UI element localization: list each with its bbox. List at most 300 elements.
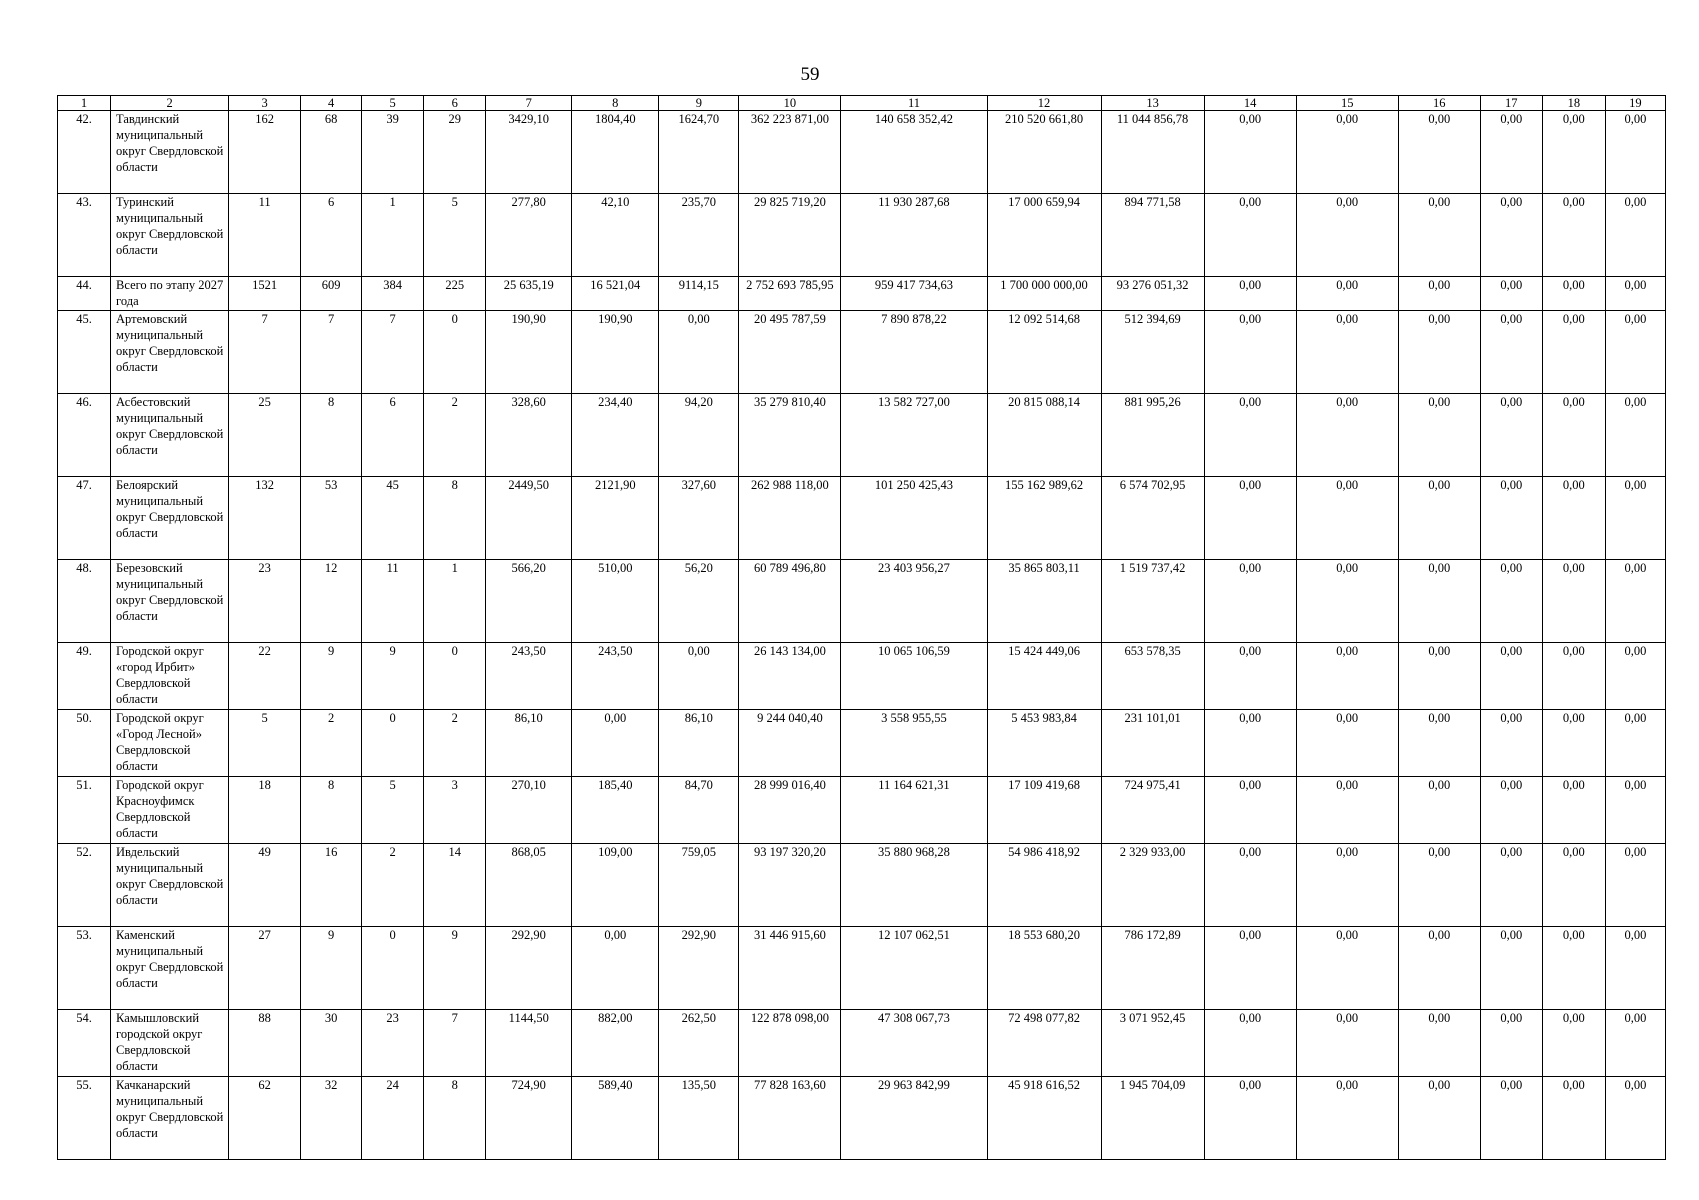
value-cell-col-17: 0,00 bbox=[1480, 1010, 1542, 1077]
municipality-name: Ивдельский муниципальный округ Свердловской области bbox=[111, 844, 229, 927]
value-cell-col-4: 16 bbox=[301, 844, 362, 927]
page-number: 59 bbox=[800, 64, 820, 85]
value-cell-col-3: 1521 bbox=[229, 277, 301, 311]
value-cell-col-6: 14 bbox=[424, 844, 486, 927]
value-cell-col-6: 9 bbox=[424, 927, 486, 1010]
column-number-header: 17 bbox=[1480, 96, 1542, 111]
table-body bbox=[58, 96, 1666, 1160]
value-cell-col-19: 0,00 bbox=[1605, 927, 1665, 1010]
value-cell-col-18: 0,00 bbox=[1542, 710, 1605, 777]
value-cell-col-15: 0,00 bbox=[1296, 311, 1398, 394]
value-cell-col-12: 18 553 680,20 bbox=[987, 927, 1101, 1010]
column-number-header: 8 bbox=[572, 96, 659, 111]
value-cell-col-5: 5 bbox=[362, 777, 424, 844]
table-row bbox=[58, 111, 1666, 194]
value-cell-col-6: 8 bbox=[424, 477, 486, 560]
municipality-name: Городской округ «город Ирбит» Свердловской области bbox=[111, 643, 229, 710]
value-cell-col-18: 0,00 bbox=[1542, 277, 1605, 311]
value-cell-col-13: 3 071 952,45 bbox=[1101, 1010, 1204, 1077]
value-cell-col-13: 1 519 737,42 bbox=[1101, 560, 1204, 643]
value-cell-col-12: 210 520 661,80 bbox=[987, 111, 1101, 194]
table-row bbox=[58, 710, 1666, 777]
value-cell-col-11: 11 164 621,31 bbox=[841, 777, 987, 844]
value-cell-col-9: 327,60 bbox=[659, 477, 739, 560]
value-cell-col-18: 0,00 bbox=[1542, 560, 1605, 643]
value-cell-col-9: 1624,70 bbox=[659, 111, 739, 194]
value-cell-col-15: 0,00 bbox=[1296, 394, 1398, 477]
value-cell-col-11: 13 582 727,00 bbox=[841, 394, 987, 477]
value-cell-col-19: 0,00 bbox=[1605, 844, 1665, 927]
column-number-header: 7 bbox=[486, 96, 572, 111]
municipality-name: Всего по этапу 2027 года bbox=[111, 277, 229, 311]
value-cell-col-3: 18 bbox=[229, 777, 301, 844]
row-number: 43. bbox=[58, 194, 111, 277]
value-cell-col-8: 510,00 bbox=[572, 560, 659, 643]
value-cell-col-17: 0,00 bbox=[1480, 111, 1542, 194]
table-row bbox=[58, 477, 1666, 560]
value-cell-col-12: 155 162 989,62 bbox=[987, 477, 1101, 560]
value-cell-col-18: 0,00 bbox=[1542, 111, 1605, 194]
value-cell-col-6: 5 bbox=[424, 194, 486, 277]
value-cell-col-17: 0,00 bbox=[1480, 394, 1542, 477]
value-cell-col-12: 72 498 077,82 bbox=[987, 1010, 1101, 1077]
table-row bbox=[58, 194, 1666, 277]
value-cell-col-8: 109,00 bbox=[572, 844, 659, 927]
value-cell-col-3: 49 bbox=[229, 844, 301, 927]
value-cell-col-6: 2 bbox=[424, 394, 486, 477]
value-cell-col-7: 270,10 bbox=[486, 777, 572, 844]
value-cell-col-16: 0,00 bbox=[1398, 194, 1480, 277]
value-cell-col-13: 512 394,69 bbox=[1101, 311, 1204, 394]
value-cell-col-3: 7 bbox=[229, 311, 301, 394]
column-number-header: 3 bbox=[229, 96, 301, 111]
row-number: 52. bbox=[58, 844, 111, 927]
value-cell-col-19: 0,00 bbox=[1605, 194, 1665, 277]
value-cell-col-4: 6 bbox=[301, 194, 362, 277]
value-cell-col-8: 234,40 bbox=[572, 394, 659, 477]
table-row bbox=[58, 927, 1666, 1010]
value-cell-col-8: 16 521,04 bbox=[572, 277, 659, 311]
column-number-header: 18 bbox=[1542, 96, 1605, 111]
value-cell-col-19: 0,00 bbox=[1605, 311, 1665, 394]
value-cell-col-19: 0,00 bbox=[1605, 277, 1665, 311]
value-cell-col-9: 0,00 bbox=[659, 311, 739, 394]
row-number: 42. bbox=[58, 111, 111, 194]
column-number-header: 2 bbox=[111, 96, 229, 111]
value-cell-col-12: 5 453 983,84 bbox=[987, 710, 1101, 777]
table-row bbox=[58, 277, 1666, 311]
table-row bbox=[58, 1077, 1666, 1160]
value-cell-col-14: 0,00 bbox=[1204, 710, 1296, 777]
value-cell-col-17: 0,00 bbox=[1480, 194, 1542, 277]
column-number-header: 11 bbox=[841, 96, 987, 111]
value-cell-col-17: 0,00 bbox=[1480, 1077, 1542, 1160]
municipality-name: Камышловский городской округ Свердловской области bbox=[111, 1010, 229, 1077]
value-cell-col-18: 0,00 bbox=[1542, 311, 1605, 394]
value-cell-col-10: 31 446 915,60 bbox=[739, 927, 841, 1010]
value-cell-col-8: 0,00 bbox=[572, 710, 659, 777]
value-cell-col-17: 0,00 bbox=[1480, 311, 1542, 394]
value-cell-col-9: 235,70 bbox=[659, 194, 739, 277]
table-row bbox=[58, 1010, 1666, 1077]
value-cell-col-16: 0,00 bbox=[1398, 477, 1480, 560]
value-cell-col-6: 3 bbox=[424, 777, 486, 844]
value-cell-col-16: 0,00 bbox=[1398, 1077, 1480, 1160]
value-cell-col-4: 30 bbox=[301, 1010, 362, 1077]
value-cell-col-10: 77 828 163,60 bbox=[739, 1077, 841, 1160]
value-cell-col-16: 0,00 bbox=[1398, 111, 1480, 194]
value-cell-col-14: 0,00 bbox=[1204, 277, 1296, 311]
value-cell-col-10: 35 279 810,40 bbox=[739, 394, 841, 477]
value-cell-col-19: 0,00 bbox=[1605, 643, 1665, 710]
value-cell-col-7: 868,05 bbox=[486, 844, 572, 927]
row-number: 44. bbox=[58, 277, 111, 311]
value-cell-col-9: 56,20 bbox=[659, 560, 739, 643]
value-cell-col-3: 62 bbox=[229, 1077, 301, 1160]
value-cell-col-5: 0 bbox=[362, 927, 424, 1010]
value-cell-col-7: 724,90 bbox=[486, 1077, 572, 1160]
value-cell-col-14: 0,00 bbox=[1204, 844, 1296, 927]
row-number: 45. bbox=[58, 311, 111, 394]
value-cell-col-10: 26 143 134,00 bbox=[739, 643, 841, 710]
value-cell-col-6: 2 bbox=[424, 710, 486, 777]
value-cell-col-14: 0,00 bbox=[1204, 927, 1296, 1010]
value-cell-col-7: 190,90 bbox=[486, 311, 572, 394]
value-cell-col-14: 0,00 bbox=[1204, 477, 1296, 560]
municipality-name: Асбестовский муниципальный округ Свердловской области bbox=[111, 394, 229, 477]
value-cell-col-14: 0,00 bbox=[1204, 194, 1296, 277]
value-cell-col-14: 0,00 bbox=[1204, 777, 1296, 844]
column-number-header: 9 bbox=[659, 96, 739, 111]
value-cell-col-13: 93 276 051,32 bbox=[1101, 277, 1204, 311]
value-cell-col-10: 2 752 693 785,95 bbox=[739, 277, 841, 311]
value-cell-col-18: 0,00 bbox=[1542, 1077, 1605, 1160]
value-cell-col-19: 0,00 bbox=[1605, 777, 1665, 844]
value-cell-col-19: 0,00 bbox=[1605, 477, 1665, 560]
value-cell-col-16: 0,00 bbox=[1398, 710, 1480, 777]
value-cell-col-7: 86,10 bbox=[486, 710, 572, 777]
value-cell-col-10: 362 223 871,00 bbox=[739, 111, 841, 194]
value-cell-col-11: 12 107 062,51 bbox=[841, 927, 987, 1010]
value-cell-col-7: 292,90 bbox=[486, 927, 572, 1010]
value-cell-col-3: 162 bbox=[229, 111, 301, 194]
value-cell-col-17: 0,00 bbox=[1480, 477, 1542, 560]
value-cell-col-11: 11 930 287,68 bbox=[841, 194, 987, 277]
value-cell-col-6: 0 bbox=[424, 643, 486, 710]
value-cell-col-11: 35 880 968,28 bbox=[841, 844, 987, 927]
value-cell-col-17: 0,00 bbox=[1480, 927, 1542, 1010]
value-cell-col-13: 881 995,26 bbox=[1101, 394, 1204, 477]
value-cell-col-5: 9 bbox=[362, 643, 424, 710]
value-cell-col-14: 0,00 bbox=[1204, 643, 1296, 710]
value-cell-col-18: 0,00 bbox=[1542, 643, 1605, 710]
value-cell-col-19: 0,00 bbox=[1605, 394, 1665, 477]
value-cell-col-18: 0,00 bbox=[1542, 844, 1605, 927]
value-cell-col-11: 23 403 956,27 bbox=[841, 560, 987, 643]
value-cell-col-12: 15 424 449,06 bbox=[987, 643, 1101, 710]
value-cell-col-4: 9 bbox=[301, 643, 362, 710]
value-cell-col-16: 0,00 bbox=[1398, 777, 1480, 844]
value-cell-col-4: 609 bbox=[301, 277, 362, 311]
value-cell-col-10: 122 878 098,00 bbox=[739, 1010, 841, 1077]
value-cell-col-7: 2449,50 bbox=[486, 477, 572, 560]
value-cell-col-4: 68 bbox=[301, 111, 362, 194]
value-cell-col-13: 724 975,41 bbox=[1101, 777, 1204, 844]
value-cell-col-15: 0,00 bbox=[1296, 1077, 1398, 1160]
value-cell-col-8: 190,90 bbox=[572, 311, 659, 394]
value-cell-col-18: 0,00 bbox=[1542, 777, 1605, 844]
value-cell-col-12: 35 865 803,11 bbox=[987, 560, 1101, 643]
value-cell-col-12: 20 815 088,14 bbox=[987, 394, 1101, 477]
value-cell-col-3: 132 bbox=[229, 477, 301, 560]
table-row bbox=[58, 394, 1666, 477]
value-cell-col-11: 3 558 955,55 bbox=[841, 710, 987, 777]
value-cell-col-13: 11 044 856,78 bbox=[1101, 111, 1204, 194]
value-cell-col-3: 23 bbox=[229, 560, 301, 643]
value-cell-col-8: 243,50 bbox=[572, 643, 659, 710]
value-cell-col-13: 786 172,89 bbox=[1101, 927, 1204, 1010]
value-cell-col-8: 589,40 bbox=[572, 1077, 659, 1160]
value-cell-col-7: 277,80 bbox=[486, 194, 572, 277]
value-cell-col-3: 22 bbox=[229, 643, 301, 710]
row-number: 51. bbox=[58, 777, 111, 844]
value-cell-col-5: 384 bbox=[362, 277, 424, 311]
value-cell-col-13: 894 771,58 bbox=[1101, 194, 1204, 277]
value-cell-col-3: 25 bbox=[229, 394, 301, 477]
value-cell-col-17: 0,00 bbox=[1480, 844, 1542, 927]
value-cell-col-9: 0,00 bbox=[659, 643, 739, 710]
value-cell-col-15: 0,00 bbox=[1296, 643, 1398, 710]
value-cell-col-12: 12 092 514,68 bbox=[987, 311, 1101, 394]
value-cell-col-4: 2 bbox=[301, 710, 362, 777]
value-cell-col-16: 0,00 bbox=[1398, 394, 1480, 477]
value-cell-col-12: 45 918 616,52 bbox=[987, 1077, 1101, 1160]
value-cell-col-18: 0,00 bbox=[1542, 194, 1605, 277]
value-cell-col-13: 653 578,35 bbox=[1101, 643, 1204, 710]
value-cell-col-3: 27 bbox=[229, 927, 301, 1010]
table-row bbox=[58, 311, 1666, 394]
value-cell-col-15: 0,00 bbox=[1296, 477, 1398, 560]
value-cell-col-12: 1 700 000 000,00 bbox=[987, 277, 1101, 311]
municipality-name: Качканарский муниципальный округ Свердловской области bbox=[111, 1077, 229, 1160]
value-cell-col-13: 6 574 702,95 bbox=[1101, 477, 1204, 560]
table-row bbox=[58, 560, 1666, 643]
municipality-name: Белоярский муниципальный округ Свердловской области bbox=[111, 477, 229, 560]
value-cell-col-15: 0,00 bbox=[1296, 277, 1398, 311]
value-cell-col-18: 0,00 bbox=[1542, 394, 1605, 477]
value-cell-col-4: 12 bbox=[301, 560, 362, 643]
value-cell-col-14: 0,00 bbox=[1204, 1077, 1296, 1160]
column-number-header: 14 bbox=[1204, 96, 1296, 111]
value-cell-col-12: 17 000 659,94 bbox=[987, 194, 1101, 277]
value-cell-col-10: 60 789 496,80 bbox=[739, 560, 841, 643]
value-cell-col-19: 0,00 bbox=[1605, 1010, 1665, 1077]
value-cell-col-16: 0,00 bbox=[1398, 844, 1480, 927]
row-number: 48. bbox=[58, 560, 111, 643]
value-cell-col-13: 1 945 704,09 bbox=[1101, 1077, 1204, 1160]
value-cell-col-10: 9 244 040,40 bbox=[739, 710, 841, 777]
row-number: 55. bbox=[58, 1077, 111, 1160]
value-cell-col-16: 0,00 bbox=[1398, 311, 1480, 394]
value-cell-col-6: 29 bbox=[424, 111, 486, 194]
value-cell-col-17: 0,00 bbox=[1480, 643, 1542, 710]
value-cell-col-15: 0,00 bbox=[1296, 1010, 1398, 1077]
value-cell-col-19: 0,00 bbox=[1605, 1077, 1665, 1160]
value-cell-col-6: 8 bbox=[424, 1077, 486, 1160]
value-cell-col-4: 53 bbox=[301, 477, 362, 560]
value-cell-col-15: 0,00 bbox=[1296, 560, 1398, 643]
row-number: 47. bbox=[58, 477, 111, 560]
value-cell-col-3: 11 bbox=[229, 194, 301, 277]
value-cell-col-13: 2 329 933,00 bbox=[1101, 844, 1204, 927]
value-cell-col-16: 0,00 bbox=[1398, 277, 1480, 311]
value-cell-col-9: 86,10 bbox=[659, 710, 739, 777]
value-cell-col-8: 42,10 bbox=[572, 194, 659, 277]
table-row bbox=[58, 777, 1666, 844]
value-cell-col-7: 328,60 bbox=[486, 394, 572, 477]
value-cell-col-9: 135,50 bbox=[659, 1077, 739, 1160]
value-cell-col-13: 231 101,01 bbox=[1101, 710, 1204, 777]
column-number-header: 15 bbox=[1296, 96, 1398, 111]
value-cell-col-16: 0,00 bbox=[1398, 1010, 1480, 1077]
municipality-name: Городской округ «Город Лесной» Свердловской области bbox=[111, 710, 229, 777]
column-number-header: 5 bbox=[362, 96, 424, 111]
value-cell-col-18: 0,00 bbox=[1542, 477, 1605, 560]
value-cell-col-15: 0,00 bbox=[1296, 777, 1398, 844]
row-number: 46. bbox=[58, 394, 111, 477]
value-cell-col-5: 7 bbox=[362, 311, 424, 394]
value-cell-col-7: 1144,50 bbox=[486, 1010, 572, 1077]
row-number: 54. bbox=[58, 1010, 111, 1077]
value-cell-col-5: 2 bbox=[362, 844, 424, 927]
value-cell-col-12: 17 109 419,68 bbox=[987, 777, 1101, 844]
value-cell-col-9: 262,50 bbox=[659, 1010, 739, 1077]
value-cell-col-15: 0,00 bbox=[1296, 111, 1398, 194]
value-cell-col-16: 0,00 bbox=[1398, 560, 1480, 643]
value-cell-col-9: 759,05 bbox=[659, 844, 739, 927]
value-cell-col-11: 101 250 425,43 bbox=[841, 477, 987, 560]
value-cell-col-5: 1 bbox=[362, 194, 424, 277]
value-cell-col-15: 0,00 bbox=[1296, 844, 1398, 927]
value-cell-col-17: 0,00 bbox=[1480, 560, 1542, 643]
value-cell-col-17: 0,00 bbox=[1480, 777, 1542, 844]
value-cell-col-14: 0,00 bbox=[1204, 560, 1296, 643]
value-cell-col-8: 2121,90 bbox=[572, 477, 659, 560]
column-number-header: 13 bbox=[1101, 96, 1204, 111]
value-cell-col-4: 32 bbox=[301, 1077, 362, 1160]
value-cell-col-6: 0 bbox=[424, 311, 486, 394]
value-cell-col-10: 29 825 719,20 bbox=[739, 194, 841, 277]
value-cell-col-5: 24 bbox=[362, 1077, 424, 1160]
value-cell-col-10: 28 999 016,40 bbox=[739, 777, 841, 844]
value-cell-col-14: 0,00 bbox=[1204, 111, 1296, 194]
value-cell-col-7: 3429,10 bbox=[486, 111, 572, 194]
municipality-name: Туринский муниципальный округ Свердловской области bbox=[111, 194, 229, 277]
value-cell-col-7: 25 635,19 bbox=[486, 277, 572, 311]
value-cell-col-11: 47 308 067,73 bbox=[841, 1010, 987, 1077]
value-cell-col-14: 0,00 bbox=[1204, 1010, 1296, 1077]
value-cell-col-11: 140 658 352,42 bbox=[841, 111, 987, 194]
register-table bbox=[57, 95, 1666, 1160]
value-cell-col-4: 8 bbox=[301, 394, 362, 477]
row-number: 50. bbox=[58, 710, 111, 777]
value-cell-col-6: 7 bbox=[424, 1010, 486, 1077]
value-cell-col-16: 0,00 bbox=[1398, 643, 1480, 710]
value-cell-col-5: 45 bbox=[362, 477, 424, 560]
value-cell-col-3: 88 bbox=[229, 1010, 301, 1077]
value-cell-col-5: 0 bbox=[362, 710, 424, 777]
column-number-header: 10 bbox=[739, 96, 841, 111]
value-cell-col-5: 23 bbox=[362, 1010, 424, 1077]
value-cell-col-7: 243,50 bbox=[486, 643, 572, 710]
value-cell-col-18: 0,00 bbox=[1542, 927, 1605, 1010]
row-number: 49. bbox=[58, 643, 111, 710]
value-cell-col-18: 0,00 bbox=[1542, 1010, 1605, 1077]
column-number-header-row bbox=[58, 96, 1666, 111]
value-cell-col-12: 54 986 418,92 bbox=[987, 844, 1101, 927]
value-cell-col-15: 0,00 bbox=[1296, 194, 1398, 277]
value-cell-col-5: 11 bbox=[362, 560, 424, 643]
value-cell-col-9: 84,70 bbox=[659, 777, 739, 844]
value-cell-col-11: 10 065 106,59 bbox=[841, 643, 987, 710]
value-cell-col-9: 9114,15 bbox=[659, 277, 739, 311]
value-cell-col-10: 262 988 118,00 bbox=[739, 477, 841, 560]
value-cell-col-4: 7 bbox=[301, 311, 362, 394]
value-cell-col-7: 566,20 bbox=[486, 560, 572, 643]
column-number-header: 4 bbox=[301, 96, 362, 111]
value-cell-col-10: 93 197 320,20 bbox=[739, 844, 841, 927]
value-cell-col-5: 6 bbox=[362, 394, 424, 477]
table-row bbox=[58, 643, 1666, 710]
value-cell-col-19: 0,00 bbox=[1605, 111, 1665, 194]
value-cell-col-4: 9 bbox=[301, 927, 362, 1010]
value-cell-col-8: 185,40 bbox=[572, 777, 659, 844]
value-cell-col-19: 0,00 bbox=[1605, 560, 1665, 643]
value-cell-col-6: 225 bbox=[424, 277, 486, 311]
value-cell-col-11: 7 890 878,22 bbox=[841, 311, 987, 394]
value-cell-col-14: 0,00 bbox=[1204, 311, 1296, 394]
value-cell-col-17: 0,00 bbox=[1480, 277, 1542, 311]
municipality-name: Тавдинский муниципальный округ Свердловской области bbox=[111, 111, 229, 194]
value-cell-col-4: 8 bbox=[301, 777, 362, 844]
value-cell-col-9: 94,20 bbox=[659, 394, 739, 477]
value-cell-col-5: 39 bbox=[362, 111, 424, 194]
row-number: 53. bbox=[58, 927, 111, 1010]
column-number-header: 16 bbox=[1398, 96, 1480, 111]
municipality-name: Городской округ Красноуфимск Свердловской области bbox=[111, 777, 229, 844]
value-cell-col-11: 959 417 734,63 bbox=[841, 277, 987, 311]
column-number-header: 19 bbox=[1605, 96, 1665, 111]
value-cell-col-6: 1 bbox=[424, 560, 486, 643]
column-number-header: 12 bbox=[987, 96, 1101, 111]
value-cell-col-8: 1804,40 bbox=[572, 111, 659, 194]
table-row bbox=[58, 844, 1666, 927]
municipality-name: Березовский муниципальный округ Свердловской области bbox=[111, 560, 229, 643]
value-cell-col-16: 0,00 bbox=[1398, 927, 1480, 1010]
value-cell-col-15: 0,00 bbox=[1296, 710, 1398, 777]
municipality-name: Артемовский муниципальный округ Свердловской области bbox=[111, 311, 229, 394]
value-cell-col-3: 5 bbox=[229, 710, 301, 777]
value-cell-col-15: 0,00 bbox=[1296, 927, 1398, 1010]
column-number-header: 1 bbox=[58, 96, 111, 111]
value-cell-col-8: 0,00 bbox=[572, 927, 659, 1010]
column-number-header: 6 bbox=[424, 96, 486, 111]
value-cell-col-14: 0,00 bbox=[1204, 394, 1296, 477]
value-cell-col-17: 0,00 bbox=[1480, 710, 1542, 777]
value-cell-col-10: 20 495 787,59 bbox=[739, 311, 841, 394]
value-cell-col-8: 882,00 bbox=[572, 1010, 659, 1077]
value-cell-col-9: 292,90 bbox=[659, 927, 739, 1010]
